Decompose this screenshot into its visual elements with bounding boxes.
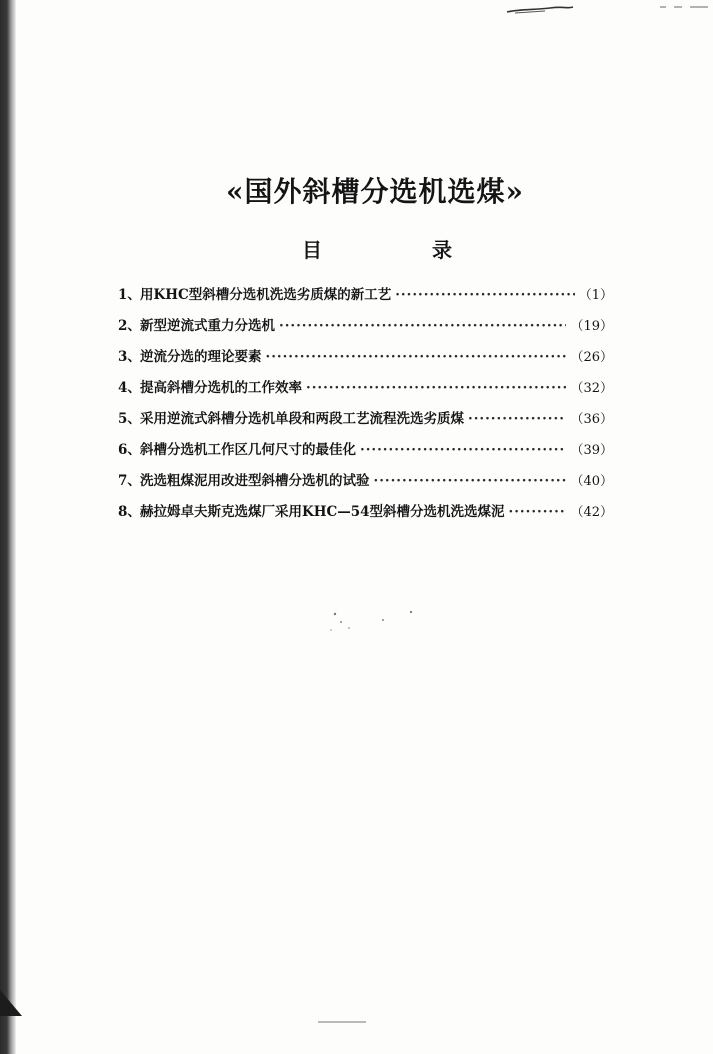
toc-entry-number: 1、 <box>118 287 141 303</box>
toc-entry[interactable] <box>118 407 613 438</box>
toc-entry-page: （19） <box>570 319 613 334</box>
scan-specks <box>325 608 445 638</box>
toc-entry[interactable] <box>118 345 613 376</box>
toc-entry[interactable] <box>118 314 613 345</box>
toc-entry-title: 用KHC型斜槽分选机洗选劣质煤的新工艺 <box>140 287 392 303</box>
toc-entry-title: 逆流分选的理论要素 <box>140 349 262 365</box>
toc-dot-leader <box>279 318 566 334</box>
toc-entry-number: 5、 <box>118 411 141 427</box>
toc-heading-char-1: 目 <box>302 238 322 262</box>
toc-list <box>118 283 613 531</box>
toc-dot-leader <box>306 380 566 396</box>
toc-entry-page: （40） <box>570 474 613 489</box>
toc-entry[interactable] <box>118 469 613 500</box>
toc-entry-title: 采用逆流式斜槽分选机单段和两段工艺流程洗选劣质煤 <box>140 411 464 427</box>
scan-smudge-top <box>505 6 575 14</box>
toc-entry[interactable] <box>118 283 613 314</box>
toc-dot-leader <box>360 442 566 458</box>
toc-heading-char-2: 录 <box>432 238 452 262</box>
toc-entry[interactable] <box>118 500 613 531</box>
toc-entry-number: 6、 <box>118 442 141 458</box>
toc-entry-page: （36） <box>570 412 613 427</box>
scan-smudge-bottom <box>318 1020 366 1024</box>
toc-entry-page: （26） <box>570 350 613 365</box>
toc-entry-page: （32） <box>570 381 613 396</box>
toc-dot-leader <box>509 504 567 520</box>
book-title: «国外斜槽分选机选煤» <box>225 175 524 208</box>
toc-entry-title: 新型逆流式重力分选机 <box>140 318 275 334</box>
toc-entry[interactable] <box>118 376 613 407</box>
scan-corner-shadow <box>0 990 22 1016</box>
scan-left-edge <box>0 0 16 1054</box>
toc-entry-page: （42） <box>570 505 613 520</box>
toc-heading <box>302 234 452 263</box>
toc-entry-number: 7、 <box>118 473 141 489</box>
toc-dot-leader <box>395 287 574 303</box>
toc-dot-leader <box>468 411 566 427</box>
toc-entry-number: 2、 <box>118 318 141 334</box>
scan-smudge-right <box>660 4 710 10</box>
toc-dot-leader <box>266 349 567 365</box>
toc-entry[interactable] <box>118 438 613 469</box>
toc-dot-leader <box>374 473 567 489</box>
toc-entry-title: 提高斜槽分选机的工作效率 <box>140 380 302 396</box>
toc-entry-number: 4、 <box>118 380 141 396</box>
toc-entry-page: （39） <box>570 443 613 458</box>
toc-entry-number: 8、 <box>118 504 141 520</box>
toc-entry-title: 洗选粗煤泥用改进型斜槽分选机的试验 <box>140 473 370 489</box>
toc-entry-title: 斜槽分选机工作区几何尺寸的最佳化 <box>140 442 356 458</box>
toc-entry-number: 3、 <box>118 349 141 365</box>
toc-entry-title: 赫拉姆卓夫斯克选煤厂采用KHC—54型斜槽分选机洗选煤泥 <box>140 504 505 520</box>
toc-entry-page: （1） <box>578 288 613 303</box>
